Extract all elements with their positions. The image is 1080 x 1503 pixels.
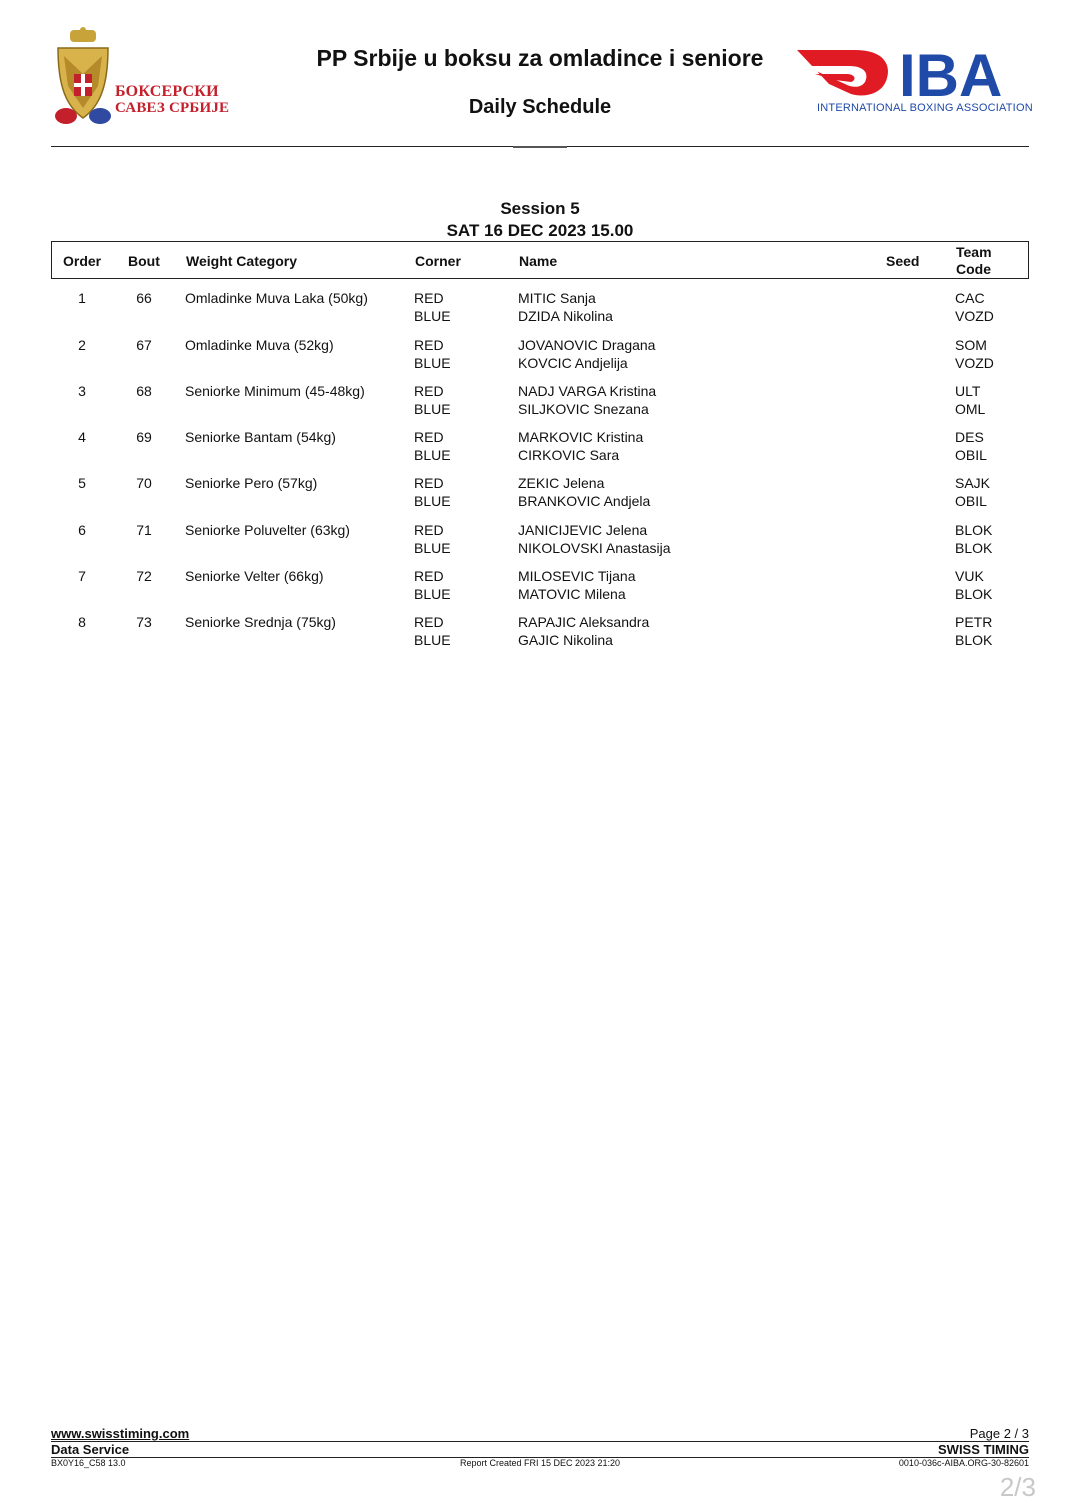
red-team-code: VUK <box>955 568 984 584</box>
blue-team-code: BLOK <box>955 586 993 602</box>
red-boxer-name: MITIC Sanja <box>518 290 596 306</box>
red-boxer-name: JOVANOVIC Dragana <box>518 337 656 353</box>
red-team-code: SAJK <box>955 475 991 491</box>
order-cell: 4 <box>78 429 86 445</box>
iba-tagline: INTERNATIONAL BOXING ASSOCIATION <box>817 102 1033 114</box>
blue-team-code: VOZD <box>955 355 994 371</box>
red-boxer-name: MARKOVIC Kristina <box>518 429 644 445</box>
red-boxer-name: RAPAJIC Aleksandra <box>518 614 650 630</box>
weight-category-cell: Seniorke Srednja (75kg) <box>185 614 336 630</box>
weight-category-cell: Omladinke Muva Laka (50kg) <box>185 290 368 306</box>
bout-cell: 69 <box>136 429 152 445</box>
blue-boxer-name: NIKOLOVSKI Anastasija <box>518 540 671 556</box>
order-cell: 6 <box>78 522 86 538</box>
col-team-code-line-2: Code <box>956 261 991 277</box>
weight-category-cell: Omladinke Muva (52kg) <box>185 337 334 353</box>
red-boxer-name: JANICIJEVIC Jelena <box>518 522 648 538</box>
red-corner-cell: RED <box>414 475 444 491</box>
order-cell: 8 <box>78 614 86 630</box>
federation-logo-line-1: БОКСЕРСКИ <box>115 83 219 100</box>
order-cell: 7 <box>78 568 86 584</box>
blue-corner-cell: BLUE <box>414 632 451 648</box>
footer-page-number: Page 2 / 3 <box>969 1426 1029 1441</box>
col-team-code <box>956 244 992 278</box>
footer-report-created: Report Created FRI 15 DEC 2023 21:20 <box>459 1458 621 1468</box>
red-corner-cell: RED <box>414 568 444 584</box>
blue-boxer-name: KOVCIC Andjelija <box>518 355 628 371</box>
table-row <box>51 428 1027 468</box>
col-name: Name <box>519 253 558 269</box>
red-team-code: DES <box>955 429 984 445</box>
blue-boxer-name: GAJIC Nikolina <box>518 632 613 648</box>
table-row <box>51 521 1027 561</box>
red-boxer-name: MILOSEVIC Tijana <box>518 568 636 584</box>
red-corner-cell: RED <box>414 383 444 399</box>
red-corner-cell: RED <box>414 290 444 306</box>
bout-cell: 71 <box>136 522 152 538</box>
table-row <box>51 382 1027 422</box>
bout-cell: 73 <box>136 614 152 630</box>
col-bout: Bout <box>128 253 160 269</box>
blue-team-code: BLOK <box>955 632 993 648</box>
blue-boxer-name: BRANKOVIC Andjela <box>518 493 651 509</box>
red-corner-cell: RED <box>414 522 444 538</box>
blue-team-code: OML <box>955 401 986 417</box>
order-cell: 1 <box>78 290 86 306</box>
order-cell: 3 <box>78 383 86 399</box>
weight-category-cell: Seniorke Velter (66kg) <box>185 568 324 584</box>
blue-corner-cell: BLUE <box>414 493 451 509</box>
red-corner-cell: RED <box>414 614 444 630</box>
session-date: SAT 16 DEC 2023 15.00 <box>446 221 634 240</box>
red-team-code: BLOK <box>955 522 993 538</box>
session-title: Session 5 <box>500 199 580 218</box>
blue-boxer-name: CIRKOVIC Sara <box>518 447 620 463</box>
col-team-code-line-1: Team <box>956 244 992 260</box>
blue-corner-cell: BLUE <box>414 355 451 371</box>
red-team-code: ULT <box>955 383 981 399</box>
red-corner-cell: RED <box>414 429 444 445</box>
bout-cell: 72 <box>136 568 152 584</box>
col-seed: Seed <box>886 253 920 269</box>
red-boxer-name: ZEKIC Jelena <box>518 475 605 491</box>
blue-boxer-name: SILJKOVIC Snezana <box>518 401 649 417</box>
blue-team-code: BLOK <box>955 540 993 556</box>
bout-cell: 67 <box>136 337 152 353</box>
table-row <box>51 567 1027 607</box>
blue-corner-cell: BLUE <box>414 540 451 556</box>
blue-team-code: VOZD <box>955 308 994 324</box>
order-cell: 5 <box>78 475 86 491</box>
bout-cell: 70 <box>136 475 152 491</box>
table-row <box>51 474 1027 514</box>
federation-logo-line-2: САВЕЗ СРБИЈЕ <box>115 100 230 116</box>
footer-report-code: BX0Y16_C58 13.0 <box>51 1458 126 1468</box>
blue-team-code: OBIL <box>955 447 987 463</box>
footer-data-service: Data Service <box>51 1442 130 1457</box>
footer-swiss-timing: SWISS TIMING <box>938 1442 1029 1457</box>
red-boxer-name: NADJ VARGA Kristina <box>518 383 657 399</box>
red-corner-cell: RED <box>414 337 444 353</box>
weight-category-cell: Seniorke Minimum (45-48kg) <box>185 383 365 399</box>
col-order: Order <box>63 253 102 269</box>
weight-category-cell: Seniorke Poluvelter (63kg) <box>185 522 350 538</box>
weight-category-cell: Seniorke Bantam (54kg) <box>185 429 336 445</box>
weight-category-cell: Seniorke Pero (57kg) <box>185 475 318 491</box>
footer-divider-1 <box>51 1441 1029 1442</box>
bout-cell: 68 <box>136 383 152 399</box>
iba-logo-letters: IBA <box>899 44 1003 109</box>
table-row <box>51 613 1027 653</box>
footer-reference: 0010-036c-AIBA.ORG-30-82601 <box>898 1458 1029 1468</box>
col-weight-category: Weight Category <box>186 253 297 269</box>
blue-boxer-name: DZIDA Nikolina <box>518 308 613 324</box>
header-divider-mark <box>513 146 567 148</box>
order-cell: 2 <box>78 337 86 353</box>
blue-corner-cell: BLUE <box>414 447 451 463</box>
table-row <box>51 289 1027 329</box>
page-subtitle: Daily Schedule <box>468 96 612 118</box>
table-header <box>51 241 1029 279</box>
footer-url-link[interactable]: www.swisstiming.com <box>51 1426 190 1441</box>
blue-team-code: OBIL <box>955 493 987 509</box>
col-corner: Corner <box>415 253 461 269</box>
blue-corner-cell: BLUE <box>414 586 451 602</box>
blue-boxer-name: MATOVIC Milena <box>518 586 626 602</box>
blue-corner-cell: BLUE <box>414 401 451 417</box>
red-team-code: CAC <box>955 290 985 306</box>
bout-cell: 66 <box>136 290 152 306</box>
blue-corner-cell: BLUE <box>414 308 451 324</box>
page-title: PP Srbije u boksu za omladince i seniore <box>316 45 764 71</box>
footer-page-watermark: 2/3 <box>999 1472 1036 1502</box>
red-team-code: PETR <box>955 614 993 630</box>
red-team-code: SOM <box>955 337 987 353</box>
table-row <box>51 336 1027 376</box>
